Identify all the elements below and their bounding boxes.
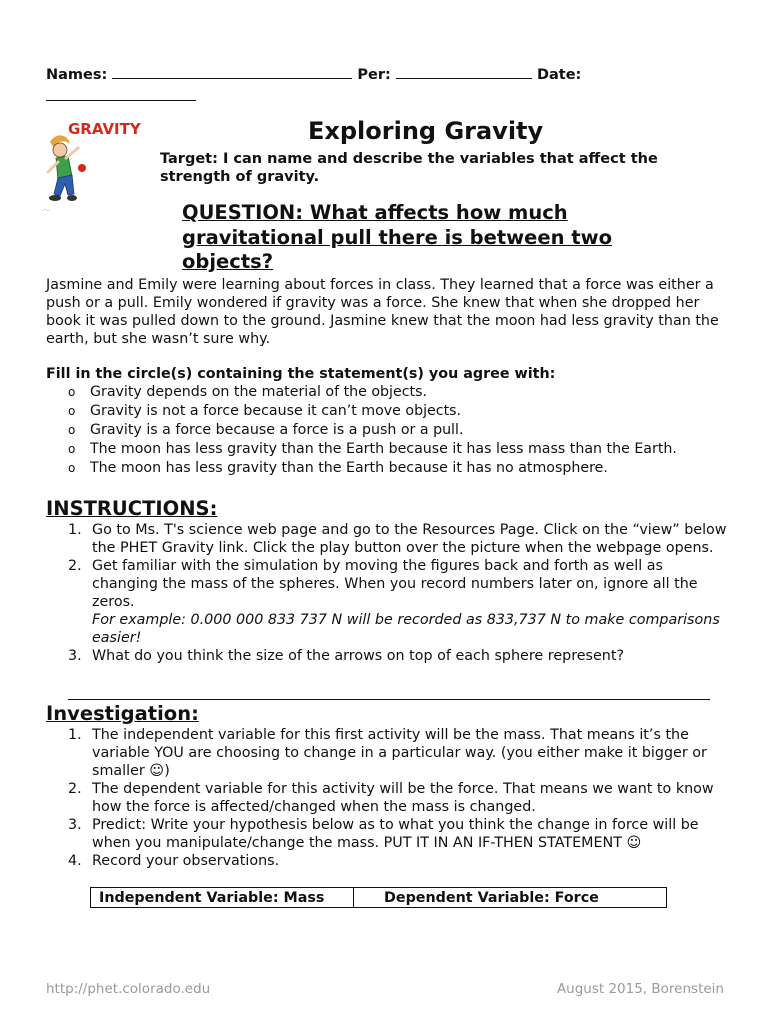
- agreement-options: [68, 383, 748, 478]
- circle-bullet-icon[interactable]: o: [68, 385, 76, 399]
- falling-person-icon: [38, 118, 154, 214]
- list-item: 3. Predict: Write your hypothesis below as to what you think the change in force will be when you manipulate/change the mass. PUT IT IN AN IF-THEN STATEMENT ☺: [68, 817, 699, 851]
- investigation-list: [68, 726, 728, 870]
- answer-line[interactable]: [68, 699, 710, 700]
- names-label: Names:: [46, 67, 108, 83]
- per-blank[interactable]: [396, 64, 532, 79]
- list-item: 1. The independent variable for this first activity will be the mass. That means it’s the variable YOU are choosing to change in a particular way. (you either make it bigger or smaller ☺): [68, 727, 707, 779]
- question-heading: QUESTION: What affects how much gravitational pull there is between two objects?: [182, 201, 613, 273]
- observations-table: [90, 887, 667, 908]
- instructions-heading: INSTRUCTIONS:: [46, 497, 218, 520]
- list-item: 2. The dependent variable for this activity will be the force. That means we want to know how the force is affected/changed when the mass is changed.: [68, 781, 714, 815]
- logo-text: GRAVITY: [68, 120, 141, 138]
- gravity-logo: [38, 118, 154, 214]
- fill-instruction: Fill in the circle(s) containing the statement(s) you agree with:: [46, 366, 556, 382]
- circle-bullet-icon[interactable]: o: [68, 423, 76, 437]
- footer-credit: August 2015, Borenstein: [556, 981, 724, 997]
- date-blank[interactable]: [46, 86, 196, 101]
- dependent-variable-header: Dependent Variable: Force: [354, 888, 667, 908]
- list-item: 3. What do you think the size of the arrows on top of each sphere represent?: [68, 648, 625, 664]
- independent-variable-header: Independent Variable: Mass: [91, 888, 354, 908]
- list-item[interactable]: o The moon has less gravity than the Earth because it has no atmosphere.: [68, 460, 608, 476]
- header-fields: [46, 64, 581, 83]
- instructions-list: [68, 521, 728, 665]
- story-paragraph: Jasmine and Emily were learning about forces in class. They learned that a force was either a push or a pull. Emily wondered if gravity was a force. She knew that when she dropped her book it was pulled down to the ground. Jasmine knew that the moon had less gravity than the earth, but she wasn’t sure why.: [46, 277, 719, 347]
- list-item[interactable]: o The moon has less gravity than the Earth because it has less mass than the Earth.: [68, 441, 677, 457]
- list-item[interactable]: o Gravity is a force because a force is a push or a pull.: [68, 422, 464, 438]
- circle-bullet-icon[interactable]: o: [68, 442, 76, 456]
- list-item: 2. Get familiar with the simulation by moving the figures back and forth as well as changing the mass of the spheres. When you record numbers later on, ignore all the zeros. For example: 0.000 000 833 737 N will be recorded as 833,737 N to make comparisons easier!: [68, 557, 728, 647]
- page-title: Exploring Gravity: [308, 117, 544, 145]
- example-note: For example: 0.000 000 833 737 N will be recorded as 833,737 N to make comparisons easier!: [92, 612, 720, 646]
- learning-target: Target: I can name and describe the variables that affect the strength of gravity.: [160, 151, 658, 185]
- svg-text:.-..: .-..: [42, 206, 50, 213]
- footer-url: http://phet.colorado.edu: [46, 981, 211, 997]
- circle-bullet-icon[interactable]: o: [68, 461, 76, 475]
- list-item: 4. Record your observations.: [68, 853, 280, 869]
- date-label: Date:: [536, 67, 582, 83]
- list-item[interactable]: o Gravity is not a force because it can’t move objects.: [68, 403, 462, 419]
- list-item: 1. Go to Ms. T's science web page and go to the Resources Page. Click on the “view” below the PHET Gravity link. Click the play button over the picture when the webpage opens.: [68, 522, 727, 556]
- list-item[interactable]: o Gravity depends on the material of the objects.: [68, 384, 427, 400]
- names-blank[interactable]: [112, 64, 352, 79]
- per-label: Per:: [357, 67, 391, 83]
- investigation-heading: Investigation:: [46, 702, 199, 725]
- circle-bullet-icon[interactable]: o: [68, 404, 76, 418]
